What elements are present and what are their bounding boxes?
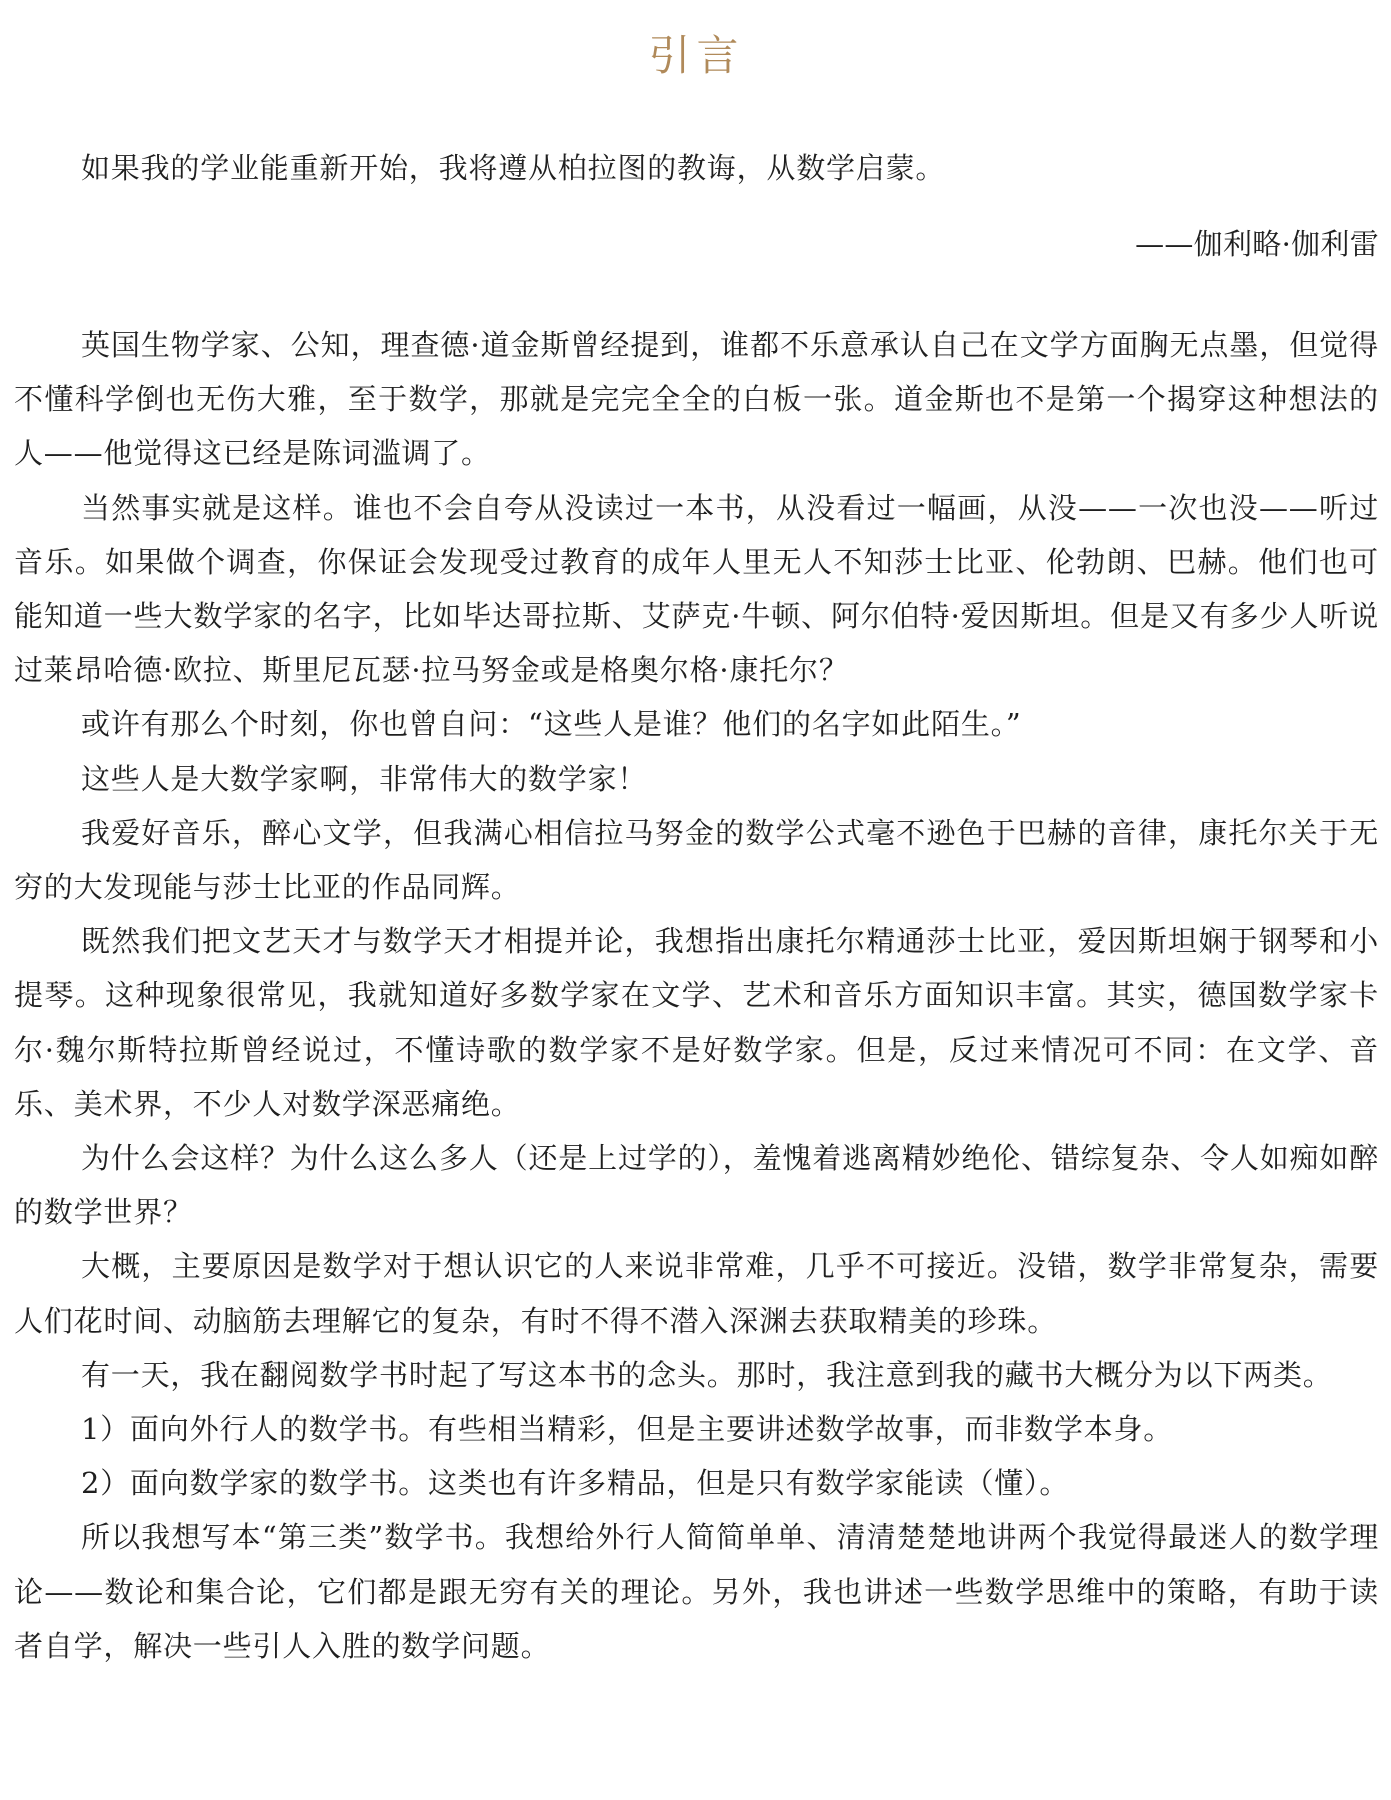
list-item-2: 2）面向数学家的数学书。这类也有许多精品，但是只有数学家能读（懂）。 — [81, 1466, 1070, 1501]
paragraph: 英国生物学家、公知，理查德·道金斯曾经提到，谁都不乐意承认自己在文学方面胸无点墨，但觉得不懂科学倒也无伤大雅，至于数学，那就是完完全全的白板一张。道金斯也不是第一个揭穿这种想法的人——他觉得这已经是陈词滥调了。 — [14, 328, 1379, 471]
paragraph: 当然事实就是这样。谁也不会自夸从没读过一本书，从没看过一幅画，从没——一次也没——听过音乐。如果做个调查，你保证会发现受过教育的成年人里无人不知莎士比亚、伦勃朗、巴赫。他们也可能知道一些大数学家的名字，比如毕达哥拉斯、艾萨克·牛顿、阿尔伯特·爱因斯坦。但是又有多少人听说过莱昂哈德·欧拉、斯里尼瓦瑟·拉马努金或是格奥尔格·康托尔？ — [14, 490, 1379, 688]
paragraph: 为什么会这样？为什么这么多人（还是上过学的），羞愧着逃离精妙绝伦、错综复杂、令人如痴如醉的数学世界？ — [14, 1141, 1379, 1230]
epigraph-attribution: ——伽利略·伽利雷 — [1135, 227, 1379, 261]
book-page — [14, 0, 1379, 1673]
chapter-title: 引言 — [648, 31, 745, 80]
paragraph: 这些人是大数学家啊，非常伟大的数学家！ — [81, 761, 648, 796]
paragraph: 有一天，我在翻阅数学书时起了写这本书的念头。那时，我注意到我的藏书大概分为以下两类。 — [81, 1357, 1333, 1392]
body-text — [14, 318, 1379, 1673]
paragraph: 或许有那么个时刻，你也曾自问：“这些人是谁？他们的名字如此陌生。” — [81, 707, 1022, 742]
paragraph: 我爱好音乐，醉心文学，但我满心相信拉马努金的数学公式毫不逊色于巴赫的音律，康托尔关于无穷的大发现能与莎士比亚的作品同辉。 — [14, 815, 1379, 905]
paragraph: 既然我们把文艺天才与数学天才相提并论，我想指出康托尔精通莎士比亚，爱因斯坦娴于钢琴和小提琴。这种现象很常见，我就知道好多数学家在文学、艺术和音乐方面知识丰富。其实，德国数学家卡尔·魏尔斯特拉斯曾经说过，不懂诗歌的数学家不是好数学家。但是，反过来情况可不同：在文学、音乐、美术界，不少人对数学深恶痛绝。 — [14, 924, 1379, 1121]
paragraph: 大概，主要原因是数学对于想认识它的人来说非常难，几乎不可接近。没错，数学非常复杂，需要人们花时间、动脑筋去理解它的复杂，有时不得不潜入深渊去获取精美的珍珠。 — [14, 1249, 1379, 1338]
list-item-1: 1）面向外行人的数学书。有些相当精彩，但是主要讲述数学故事，而非数学本身。 — [81, 1412, 1174, 1447]
paragraph: 所以我想写本“第三类”数学书。我想给外行人简简单单、清清楚楚地讲两个我觉得最迷人的数学理论——数论和集合论，它们都是跟无穷有关的理论。另外，我也讲述一些数学思维中的策略，有助于读者自学，解决一些引人入胜的数学问题。 — [14, 1520, 1379, 1663]
epigraph-quote: 如果我的学业能重新开始，我将遵从柏拉图的教诲，从数学启蒙。 — [81, 151, 946, 185]
